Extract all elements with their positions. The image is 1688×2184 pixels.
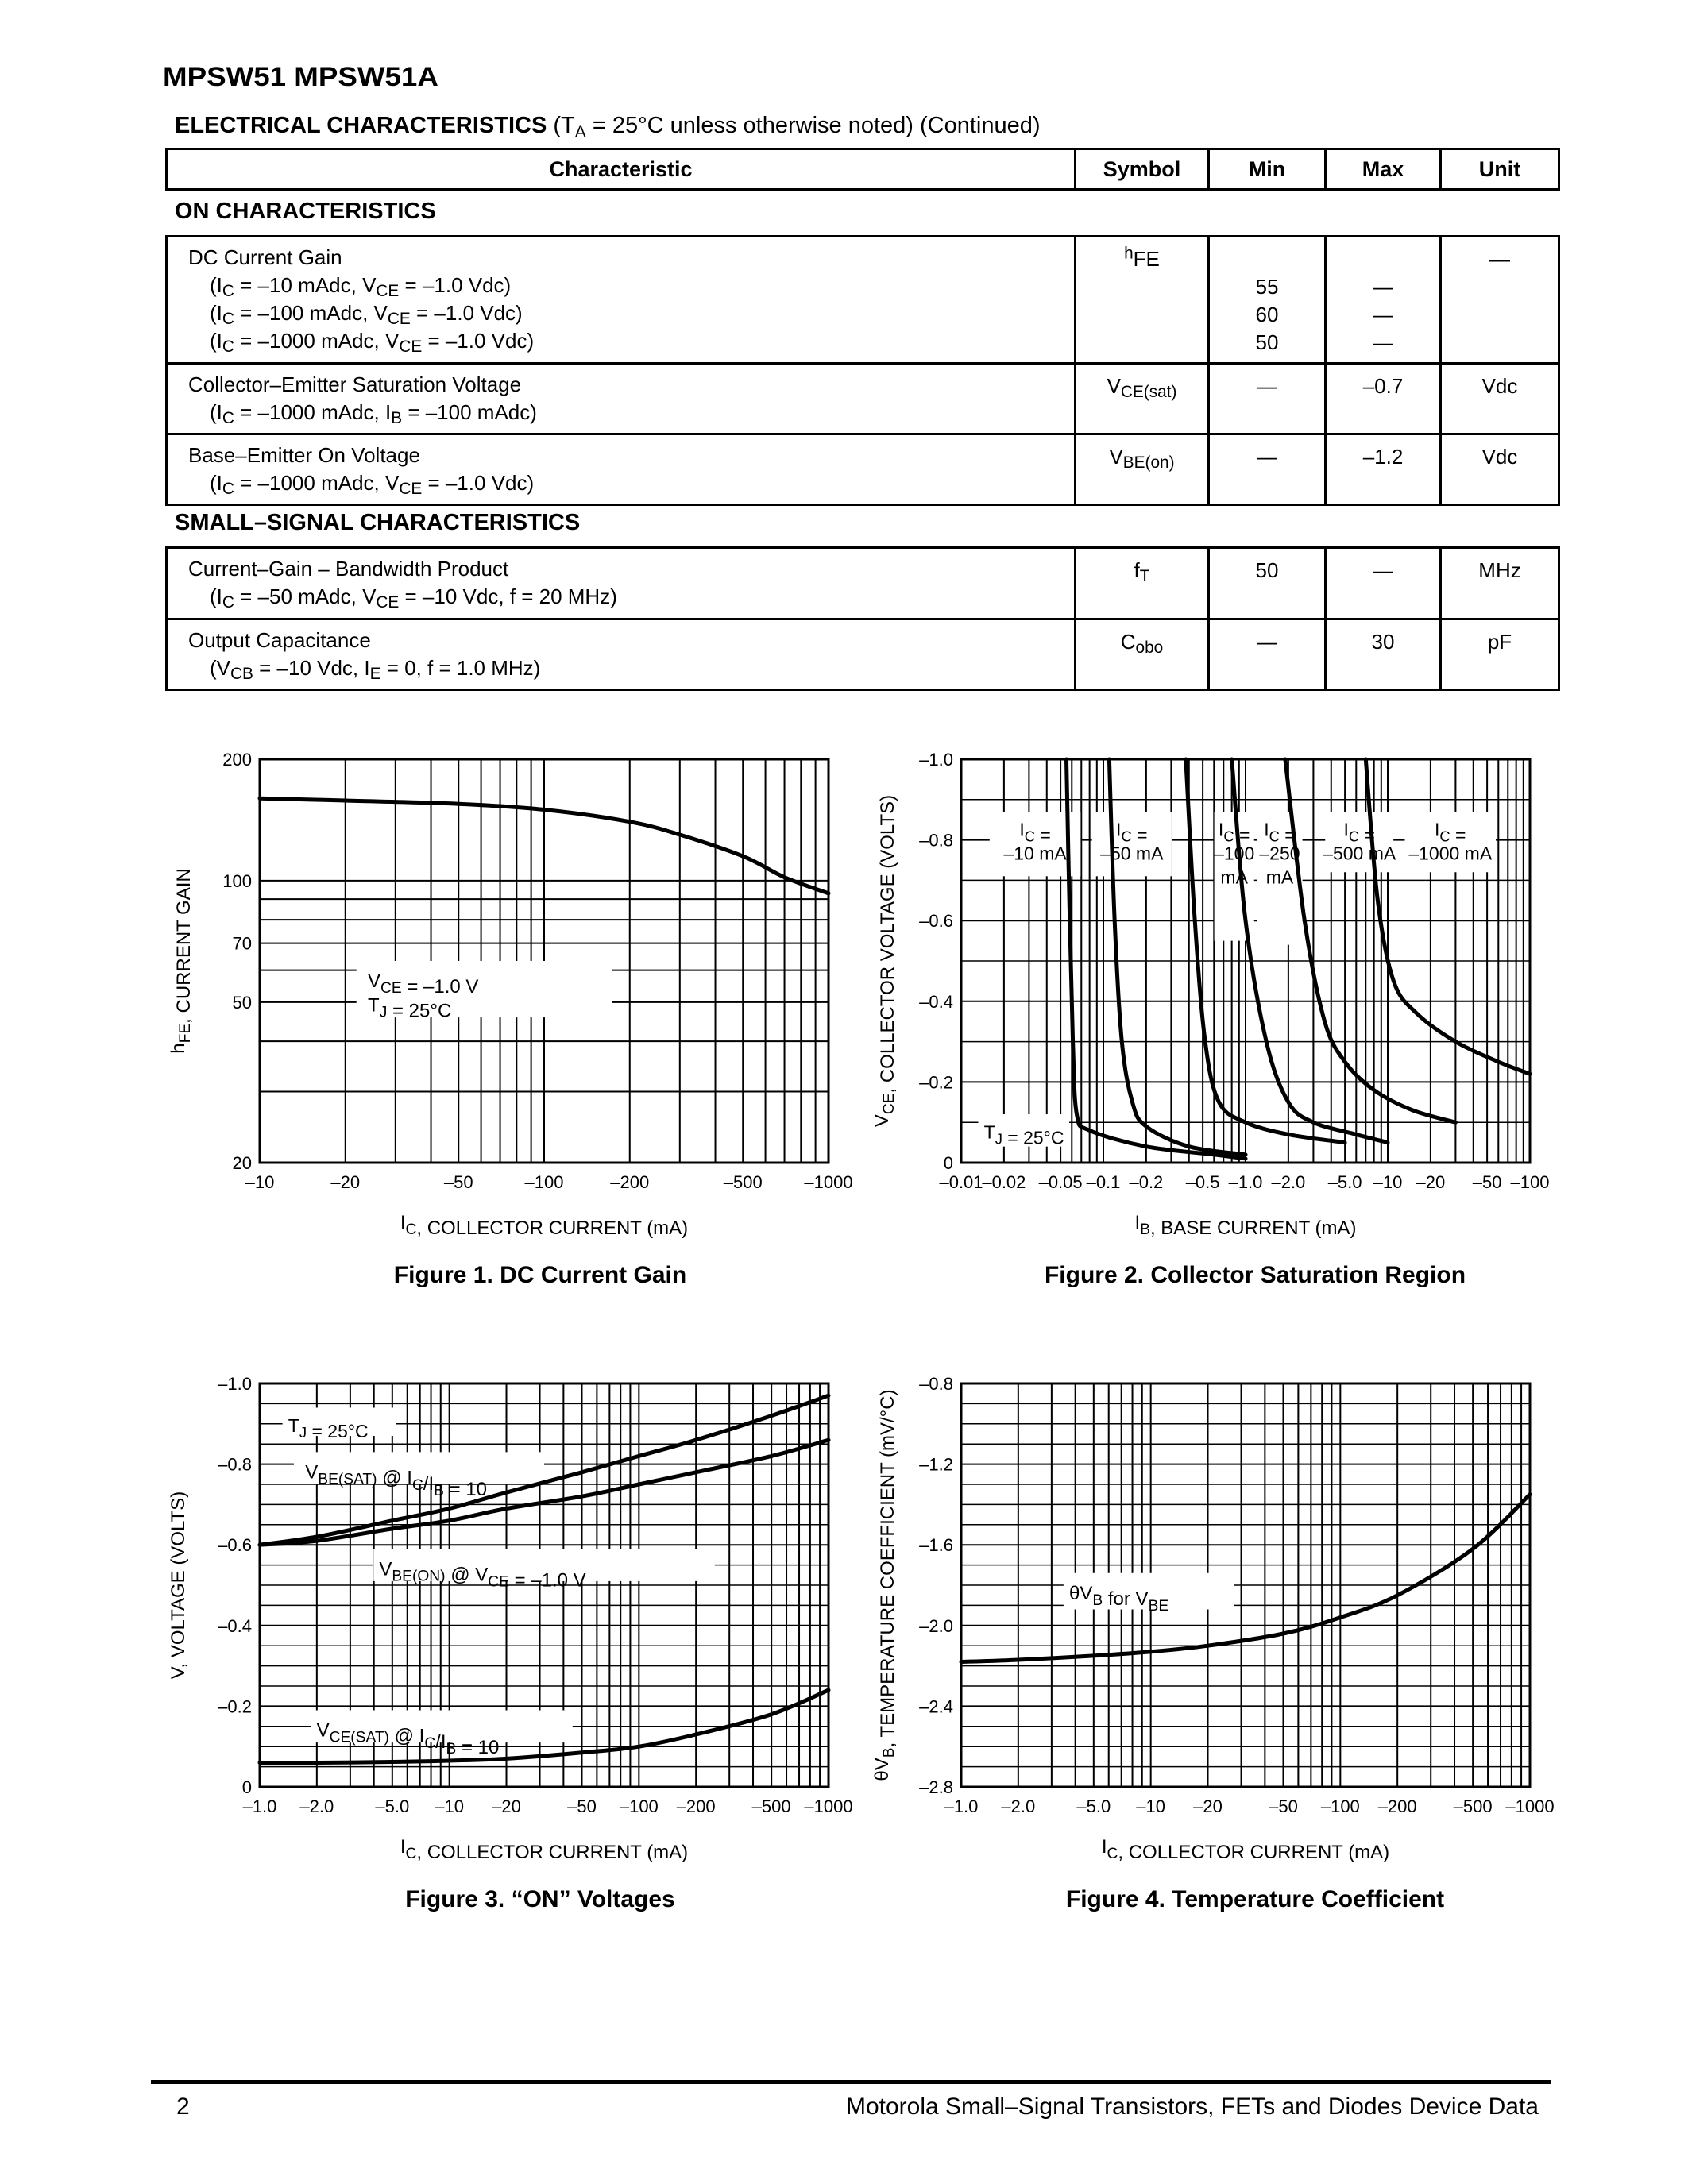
x-tick-label: –0.05 bbox=[1038, 1172, 1083, 1192]
vbe-on-cond: ($I_C = -1000$ mAdc, $V_{CE} = -1.0$ Vdc) bbox=[210, 471, 535, 498]
figure-4-temperature-coefficient bbox=[871, 1374, 1555, 1863]
x-tick-label: –1000 bbox=[804, 1796, 853, 1816]
figure-3-caption: Figure 3. “ON” Voltages bbox=[405, 1886, 675, 1912]
col-min: Min bbox=[1209, 149, 1326, 190]
x-tick-label: –50 bbox=[1269, 1796, 1298, 1816]
cobo-characteristic bbox=[167, 619, 1076, 690]
dc-gain-symbol: $^h$FE bbox=[1076, 237, 1209, 364]
x-axis-label: $I_B$, BASE CURRENT (mA) bbox=[1134, 1212, 1357, 1240]
series-line-6 bbox=[1365, 759, 1530, 1074]
cobo-max: 30 bbox=[1326, 619, 1441, 690]
table-row bbox=[167, 548, 1559, 619]
y-tick-label: –0.8 bbox=[919, 830, 953, 851]
table-row bbox=[167, 619, 1559, 690]
y-axis-label: $h_{FE}$, CURRENT GAIN bbox=[168, 868, 195, 1054]
section-on-characteristics: ON CHARACTERISTICS bbox=[175, 199, 436, 224]
curve-label-4: mA bbox=[1265, 866, 1294, 888]
x-tick-label: –1000 bbox=[1505, 1796, 1555, 1816]
vbe-on-symbol: $V_{BE(on)}$ bbox=[1076, 434, 1209, 505]
cobo-unit: pF bbox=[1441, 619, 1559, 690]
x-tick-label: –500 bbox=[751, 1796, 791, 1816]
y-tick-label: –0.4 bbox=[919, 991, 953, 1012]
curve-label-3: mA bbox=[1220, 866, 1248, 888]
curve-label-5: –500 mA bbox=[1323, 843, 1396, 864]
col-symbol: Symbol bbox=[1076, 149, 1209, 190]
ft-cond: ($I_C = -50$ mAdc, $V_{CE} = -10$ Vdc, f = 20 MHz) bbox=[210, 585, 617, 612]
x-tick-label: –10 bbox=[435, 1796, 465, 1816]
table-row bbox=[167, 237, 1559, 364]
ft-min: 50 bbox=[1209, 548, 1326, 619]
spec-table-header bbox=[165, 148, 1560, 191]
x-tick-label: –0.2 bbox=[1129, 1172, 1164, 1192]
y-tick-label: –0.2 bbox=[919, 1072, 953, 1093]
dc-gain-characteristic bbox=[167, 237, 1076, 364]
curve-label-5: $I_C$ = bbox=[1343, 819, 1375, 846]
x-tick-label: –100 bbox=[524, 1172, 564, 1192]
ec-condition-b: = 25°C unless otherwise noted) (Continued) bbox=[585, 113, 1041, 138]
curve-label-1: $I_C$ = bbox=[1019, 819, 1051, 846]
col-unit: Unit bbox=[1441, 149, 1559, 190]
vce-sat-symbol: $V_{CE(sat)}$ bbox=[1076, 364, 1209, 434]
x-tick-label: –50 bbox=[443, 1172, 473, 1192]
col-max: Max bbox=[1326, 149, 1441, 190]
x-tick-label: –200 bbox=[676, 1796, 716, 1816]
ec-condition-a: (T bbox=[553, 113, 575, 138]
dc-gain-cond-3: ($I_C = -1000$ mAdc, $V_{CE} = -1.0$ Vdc) bbox=[210, 329, 535, 356]
x-tick-label: –20 bbox=[330, 1172, 361, 1192]
page-number: 2 bbox=[176, 2093, 190, 2120]
y-tick-label: –0.6 bbox=[919, 911, 953, 932]
series-label-vbe-on: $V_{BE(ON)}$ @ $V_{CE} = -1.0$ V bbox=[379, 1558, 586, 1592]
table-row bbox=[167, 434, 1559, 505]
annotation-tj: $T_J = 25^\circ C$ bbox=[983, 1121, 1064, 1148]
curve-label-6: $I_C$ = bbox=[1435, 819, 1466, 846]
x-tick-label: –5.0 bbox=[1076, 1796, 1111, 1816]
y-tick-label: –0.4 bbox=[218, 1615, 252, 1636]
y-axis-label: $\theta V_B$, TEMPERATURE COEFFICIENT (mV/°C) bbox=[871, 1389, 899, 1781]
x-tick-label: –0.5 bbox=[1185, 1172, 1220, 1192]
y-tick-label: –1.0 bbox=[218, 1374, 252, 1394]
x-tick-label: –5.0 bbox=[375, 1796, 410, 1816]
ft-symbol: $f_T$ bbox=[1076, 548, 1209, 619]
document-title: MPSW51 MPSW51A bbox=[163, 62, 438, 92]
x-tick-label: –200 bbox=[610, 1172, 650, 1192]
x-tick-label: –500 bbox=[1453, 1796, 1493, 1816]
curve-label-1: –10 mA bbox=[1003, 843, 1067, 864]
y-tick-label: –1.2 bbox=[919, 1454, 953, 1475]
vce-sat-min: — bbox=[1209, 364, 1326, 434]
vbe-on-max: –1.2 bbox=[1326, 434, 1441, 505]
figure-1-caption: Figure 1. DC Current Gain bbox=[393, 1262, 687, 1288]
annotation-tj: $T_J = 25^\circ C$ bbox=[288, 1414, 369, 1441]
y-tick-label: –0.6 bbox=[218, 1535, 252, 1556]
y-tick-label: 0 bbox=[943, 1153, 953, 1173]
vbe-on-unit: Vdc bbox=[1441, 434, 1559, 505]
x-tick-label: –50 bbox=[1472, 1172, 1502, 1192]
footer-text: Motorola Small–Signal Transistors, FETs and Diodes Device Data bbox=[845, 2093, 1539, 2120]
dc-gain-name: DC Current Gain bbox=[188, 245, 342, 269]
dc-gain-max: — — — bbox=[1326, 237, 1441, 364]
ft-name: Current–Gain – Bandwidth Product bbox=[188, 557, 509, 581]
electrical-characteristics-heading bbox=[175, 113, 1041, 139]
x-tick-label: –500 bbox=[723, 1172, 763, 1192]
x-tick-label: –100 bbox=[1510, 1172, 1550, 1192]
y-tick-label: –2.4 bbox=[919, 1696, 953, 1717]
annotation-tj: $T_J = 25^\circ C$ bbox=[368, 994, 452, 1022]
ec-title: ELECTRICAL CHARACTERISTICS bbox=[175, 113, 547, 138]
y-axis-label: $V_{CE}$, COLLECTOR VOLTAGE (VOLTS) bbox=[871, 794, 899, 1128]
series-label-vbe-sat: $V_{BE(SAT)}$ @ $I_C/I_B = 10$ bbox=[305, 1461, 488, 1500]
col-characteristic: Characteristic bbox=[167, 149, 1076, 190]
curve-label-2: $I_C$ = bbox=[1116, 819, 1148, 846]
footer-rule bbox=[151, 2080, 1551, 2084]
figure-4-caption: Figure 4. Temperature Coefficient bbox=[1065, 1886, 1445, 1912]
curve-label-2: –50 mA bbox=[1100, 843, 1164, 864]
x-tick-label: –10 bbox=[245, 1172, 275, 1192]
ft-unit: MHz bbox=[1441, 548, 1559, 619]
x-tick-label: –1000 bbox=[804, 1172, 853, 1192]
dc-gain-cond-1: ($I_C = -10$ mAdc, $V_{CE} = -1.0$ Vdc) bbox=[210, 273, 512, 300]
cobo-cond: ($V_{CB} = -10$ Vdc, $I_E = 0$, f = 1.0 MHz) bbox=[210, 656, 541, 683]
figure-2-collector-saturation bbox=[871, 750, 1549, 1239]
cobo-min: — bbox=[1209, 619, 1326, 690]
figure-2-caption: Figure 2. Collector Saturation Region bbox=[1044, 1262, 1466, 1288]
on-characteristics-table bbox=[165, 235, 1560, 506]
x-tick-label: –20 bbox=[1193, 1796, 1223, 1816]
ec-condition-sub: A bbox=[574, 123, 586, 141]
vce-sat-name: Collector–Emitter Saturation Voltage bbox=[188, 372, 522, 396]
vbe-on-characteristic bbox=[167, 434, 1076, 505]
curve-label-4: $I_C$ = bbox=[1264, 819, 1296, 846]
dc-gain-cond-2: ($I_C = -100$ mAdc, $V_{CE} = -1.0$ Vdc) bbox=[210, 301, 523, 328]
x-axis-label: $I_C$, COLLECTOR CURRENT (mA) bbox=[1101, 1836, 1390, 1864]
x-tick-label: –5.0 bbox=[1327, 1172, 1362, 1192]
figure-1-dc-current-gain bbox=[168, 750, 853, 1239]
y-tick-label: –0.8 bbox=[919, 1374, 953, 1394]
y-tick-label: –0.2 bbox=[218, 1696, 252, 1717]
y-tick-label: –1.0 bbox=[919, 750, 953, 770]
x-tick-label: –1.0 bbox=[242, 1796, 277, 1816]
x-tick-label: –2.0 bbox=[299, 1796, 334, 1816]
cobo-name: Output Capacitance bbox=[188, 628, 371, 652]
series-label-vce-sat: $V_{CE(SAT)}$ @ $I_C/I_B = 10$ bbox=[316, 1719, 500, 1759]
x-tick-label: –0.02 bbox=[982, 1172, 1026, 1192]
y-axis-label: V, VOLTAGE (VOLTS) bbox=[168, 1491, 189, 1680]
x-tick-label: –50 bbox=[567, 1796, 597, 1816]
series-label-theta: $\theta V_B$ for $V_{BE}$ bbox=[1069, 1582, 1169, 1615]
ft-max: — bbox=[1326, 548, 1441, 619]
curve-label-4: –250 bbox=[1259, 843, 1300, 864]
table-row bbox=[167, 364, 1559, 434]
x-tick-label: –100 bbox=[619, 1796, 659, 1816]
x-axis-label: $I_C$, COLLECTOR CURRENT (mA) bbox=[400, 1836, 689, 1864]
x-tick-label: –2.0 bbox=[1001, 1796, 1036, 1816]
x-tick-label: –20 bbox=[492, 1796, 521, 1816]
curve-label-3: –100 bbox=[1214, 843, 1255, 864]
y-tick-label: –2.8 bbox=[919, 1777, 953, 1797]
curve-label-6: –1000 mA bbox=[1408, 843, 1493, 864]
annotation-vce: $V_{CE} = -1.0$ V bbox=[368, 970, 479, 998]
x-tick-label: –1.0 bbox=[944, 1796, 979, 1816]
table-header-row bbox=[167, 149, 1559, 190]
x-tick-label: –2.0 bbox=[1271, 1172, 1306, 1192]
y-tick-label: 20 bbox=[232, 1153, 252, 1173]
y-tick-label: –2.0 bbox=[919, 1615, 953, 1636]
dc-gain-unit: — bbox=[1441, 237, 1559, 364]
y-tick-label: –0.8 bbox=[218, 1454, 252, 1475]
curve-label-3: $I_C$ = bbox=[1218, 819, 1250, 846]
vce-sat-max: –0.7 bbox=[1326, 364, 1441, 434]
x-axis-label: $I_C$, COLLECTOR CURRENT (mA) bbox=[400, 1212, 689, 1240]
section-small-signal: SMALL–SIGNAL CHARACTERISTICS bbox=[175, 510, 581, 535]
y-tick-label: –1.6 bbox=[919, 1535, 953, 1556]
x-tick-label: –0.01 bbox=[939, 1172, 983, 1192]
small-signal-table bbox=[165, 546, 1560, 691]
cobo-symbol: $C_{obo}$ bbox=[1076, 619, 1209, 690]
ft-characteristic bbox=[167, 548, 1076, 619]
vce-sat-unit: Vdc bbox=[1441, 364, 1559, 434]
vce-sat-cond: ($I_C = -1000$ mAdc, $I_B = -100$ mAdc) bbox=[210, 400, 537, 427]
vbe-on-min: — bbox=[1209, 434, 1326, 505]
y-tick-label: 70 bbox=[232, 933, 252, 954]
x-tick-label: –200 bbox=[1377, 1796, 1417, 1816]
vbe-on-name: Base–Emitter On Voltage bbox=[188, 443, 420, 467]
y-tick-label: 50 bbox=[232, 992, 252, 1013]
x-tick-label: –10 bbox=[1373, 1172, 1403, 1192]
x-tick-label: –10 bbox=[1136, 1796, 1166, 1816]
y-tick-label: 100 bbox=[222, 870, 252, 891]
x-tick-label: –100 bbox=[1320, 1796, 1360, 1816]
series-line-1 bbox=[961, 1495, 1530, 1662]
charts-area bbox=[0, 715, 1688, 1946]
x-tick-label: –20 bbox=[1416, 1172, 1446, 1192]
x-tick-label: –0.1 bbox=[1086, 1172, 1121, 1192]
y-tick-label: 0 bbox=[241, 1777, 252, 1797]
figure-3-on-voltages bbox=[168, 1374, 853, 1863]
dc-gain-min: 55 60 50 bbox=[1209, 237, 1326, 364]
x-tick-label: –1.0 bbox=[1228, 1172, 1263, 1192]
y-tick-label: 200 bbox=[222, 750, 252, 770]
vce-sat-characteristic bbox=[167, 364, 1076, 434]
